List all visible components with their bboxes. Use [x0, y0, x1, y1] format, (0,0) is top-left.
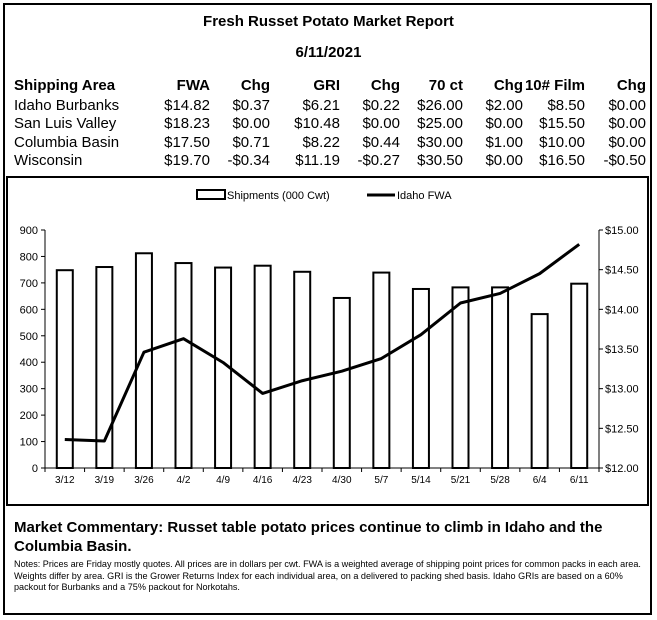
x-tick-label: 5/21 — [450, 475, 471, 486]
right-tick-label: $15.00 — [605, 225, 639, 237]
cell-70ct: $26.00 — [417, 96, 463, 114]
col-header-gri: GRI — [313, 76, 340, 94]
cell-70ct-chg: $2.00 — [485, 96, 523, 114]
cell-film-chg: -$0.50 — [603, 152, 646, 170]
cell-gri-chg: $0.00 — [362, 115, 400, 133]
table-row — [14, 96, 646, 115]
left-tick-label: 0 — [31, 463, 38, 475]
table-row — [14, 133, 646, 152]
col-header-gri-chg: Chg — [370, 76, 400, 94]
table-row — [14, 115, 646, 134]
cell-fwa: $17.50 — [164, 133, 210, 151]
price-table — [14, 76, 646, 170]
x-tick-label: 5/7 — [374, 475, 389, 486]
cell-70ct: $30.50 — [417, 152, 463, 170]
report-date: 6/11/2021 — [295, 44, 362, 61]
shipment-bar — [334, 298, 350, 468]
right-tick-label: $14.00 — [605, 304, 639, 317]
cell-fwa-chg: $0.37 — [232, 96, 270, 114]
cell-fwa: $19.70 — [164, 152, 210, 170]
left-tick-label: 800 — [19, 251, 38, 264]
col-header-film-chg: Chg — [616, 76, 646, 94]
cell-film: $15.50 — [539, 115, 585, 133]
right-tick-label: $13.00 — [605, 383, 639, 396]
cell-film: $16.50 — [539, 152, 585, 170]
left-tick-label: 500 — [19, 330, 38, 343]
col-header-fwa: FWA — [176, 76, 210, 94]
cell-70ct: $25.00 — [417, 115, 463, 133]
right-tick-label: $12.00 — [605, 463, 639, 475]
col-header-shipping-area: Shipping Area — [14, 76, 116, 94]
table-row — [14, 152, 646, 171]
cell-70ct: $30.00 — [417, 133, 463, 151]
cell-area: Idaho Burbanks — [14, 96, 120, 114]
shipment-bar — [532, 314, 548, 468]
right-tick-label: $14.50 — [605, 264, 639, 277]
shipment-bar — [136, 253, 152, 468]
x-tick-label: 3/12 — [55, 475, 75, 486]
col-header-70ct-chg: Chg — [493, 76, 523, 94]
cell-70ct-chg: $1.00 — [485, 133, 523, 151]
cell-film-chg: $0.00 — [608, 96, 646, 114]
col-header-70ct: 70 ct — [428, 76, 463, 94]
cell-fwa: $18.23 — [164, 115, 210, 133]
left-tick-label: 600 — [19, 304, 38, 317]
cell-fwa-chg: $0.71 — [232, 133, 270, 151]
shipment-bar — [294, 272, 310, 468]
shipment-bar — [571, 284, 587, 468]
cell-gri-chg: -$0.27 — [357, 152, 400, 170]
left-tick-label: 700 — [19, 277, 38, 290]
x-tick-label: 5/28 — [490, 475, 510, 486]
cell-film-chg: $0.00 — [608, 115, 646, 133]
x-tick-label: 4/2 — [176, 475, 191, 486]
shipment-bar — [373, 273, 389, 468]
cell-film: $8.50 — [547, 96, 585, 114]
cell-70ct-chg: $0.00 — [485, 115, 523, 133]
cell-fwa-chg: $0.00 — [232, 115, 270, 133]
right-tick-label: $13.50 — [605, 344, 639, 356]
price-table-header — [14, 76, 646, 96]
x-tick-label: 4/23 — [292, 475, 312, 486]
market-commentary: Market Commentary: Russet table potato prices continue to climb in Idaho and the Columbia Basin. — [14, 519, 603, 555]
shipment-bar — [413, 289, 429, 468]
x-tick-label: 4/9 — [216, 475, 231, 486]
cell-gri: $8.22 — [302, 133, 340, 151]
legend-bar-swatch — [197, 190, 225, 199]
cell-gri: $11.19 — [295, 152, 340, 170]
x-tick-label: 6/11 — [569, 475, 589, 486]
shipment-bar — [176, 263, 192, 468]
shipment-bar — [492, 287, 508, 468]
cell-area: Wisconsin — [14, 152, 83, 170]
cell-fwa: $14.82 — [164, 96, 210, 114]
x-tick-label: 5/14 — [411, 475, 431, 486]
left-tick-label: 100 — [19, 436, 38, 449]
cell-area: Columbia Basin — [14, 133, 120, 151]
left-tick-label: 900 — [19, 225, 38, 237]
x-tick-label: 6/4 — [532, 475, 547, 486]
shipments-price-chart — [0, 176, 657, 506]
left-tick-label: 300 — [19, 383, 38, 396]
x-tick-label: 4/30 — [332, 475, 352, 486]
report-title: Fresh Russet Potato Market Report — [203, 13, 454, 30]
cell-area: San Luis Valley — [14, 115, 117, 133]
cell-gri-chg: $0.22 — [362, 96, 400, 114]
cell-fwa-chg: -$0.34 — [227, 152, 270, 170]
col-header-fwa-chg: Chg — [240, 76, 270, 94]
legend-shipments-label: Shipments (000 Cwt) — [227, 190, 330, 202]
cell-gri: $6.21 — [302, 96, 340, 114]
shipment-bar — [453, 287, 469, 468]
cell-gri: $10.48 — [294, 115, 340, 133]
x-tick-label: 3/26 — [134, 475, 154, 486]
legend-fwa-label: Idaho FWA — [397, 190, 452, 202]
cell-gri-chg: $0.44 — [362, 133, 400, 151]
report-notes: Notes: Prices are Friday mostly quotes. All prices are in dollars per cwt. FWA is a weighted average of shipping point prices for common packs in each area. Weights differ by area. GRI is the Grower Returns Index for each individual area, on a delivered to packing shed basis. Idaho GRIs are based on a 60% packout for Burbanks and a 75% packout for Norkotahs. — [14, 559, 641, 592]
col-header-10lb-film: 10# Film — [524, 76, 585, 94]
x-tick-label: 4/16 — [252, 475, 273, 486]
cell-film: $10.00 — [539, 133, 585, 151]
left-tick-label: 400 — [19, 357, 38, 370]
cell-70ct-chg: $0.00 — [485, 152, 523, 170]
left-tick-label: 200 — [19, 410, 38, 423]
x-tick-label: 3/19 — [94, 475, 115, 486]
cell-film-chg: $0.00 — [608, 133, 646, 151]
right-tick-label: $12.50 — [605, 423, 639, 436]
shipment-bar — [255, 266, 271, 468]
